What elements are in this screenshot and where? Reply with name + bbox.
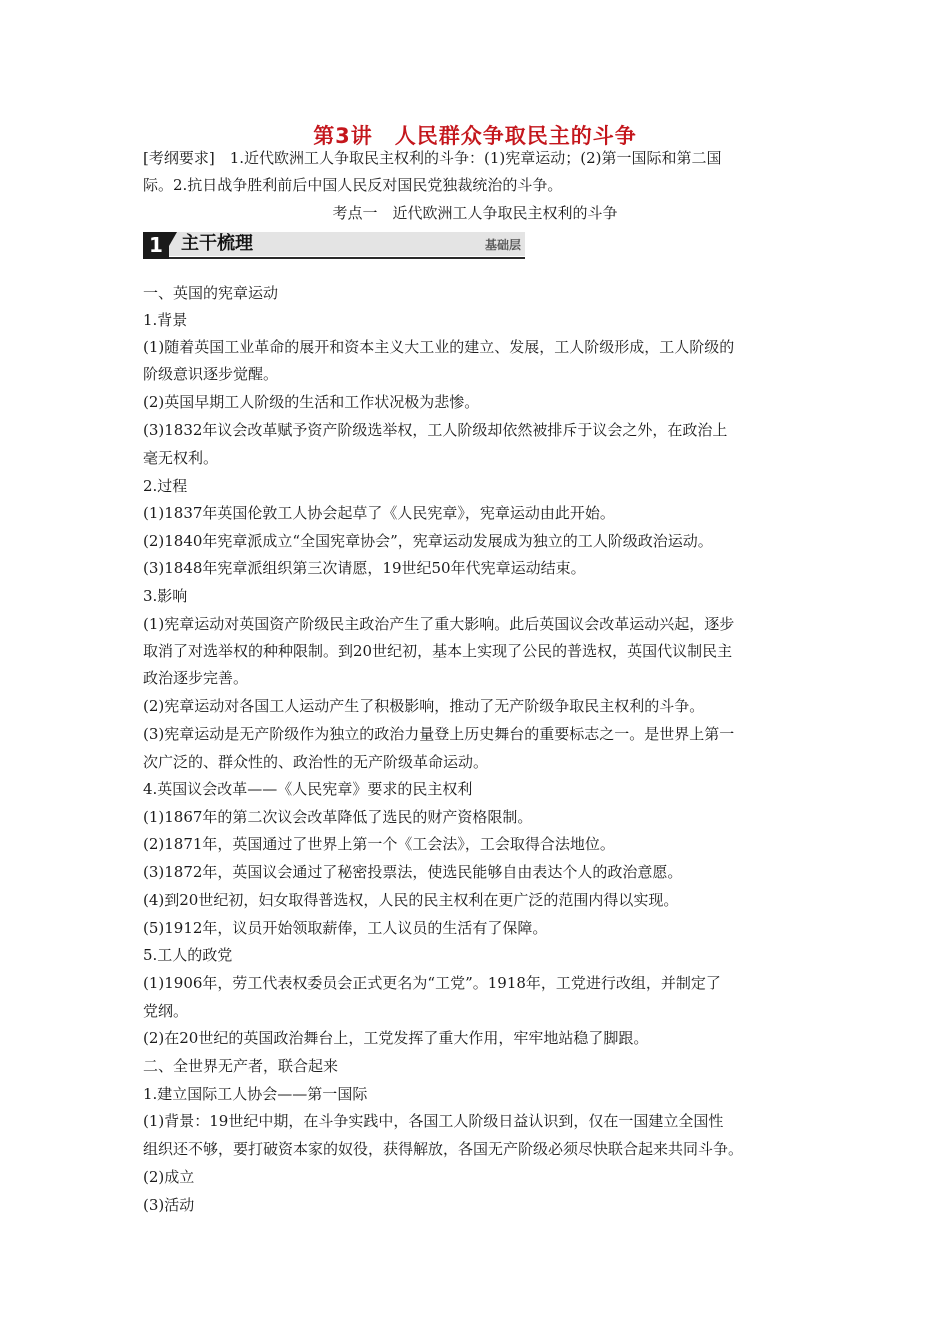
text-line: (2)1871年，英国通过了世界上第一个《工会法》，工会取得合法地位。 xyxy=(143,835,615,853)
section-banner xyxy=(143,232,525,260)
text-line: (3)1832年议会改革赋予资产阶级选举权，工人阶级却依然被排斥于议会之外，在政治上 xyxy=(143,421,728,439)
text-line: 5.工人的政党 xyxy=(143,946,233,964)
requirement-line-2: 际。2.抗日战争胜利前后中国人民反对国民党独裁统治的斗争。 xyxy=(143,176,563,194)
text-line: (2)英国早期工人阶级的生活和工作状况极为悲惨。 xyxy=(143,393,480,411)
text-line: 一、英国的宪章运动 xyxy=(143,284,279,302)
text-line: (1)1906年，劳工代表权委员会正式更名为“工党”。1918年，工党进行改组，并制定了 xyxy=(143,974,721,992)
text-line: 二、全世界无产者，联合起来 xyxy=(143,1057,339,1075)
banner-underline xyxy=(143,257,525,259)
text-line: (1)背景：19世纪中期，在斗争实践中，各国工人阶级日益认识到，仅在一国建立全国性 xyxy=(143,1112,724,1130)
text-line: (1)1867年的第二次议会改革降低了选民的财产资格限制。 xyxy=(143,808,533,826)
section-number-badge: 1 xyxy=(143,232,169,259)
text-line: 组织还不够，要打破资本家的奴役，获得解放，各国无产阶级必须尽快联合起来共同斗争。 xyxy=(143,1140,744,1158)
text-line: 次广泛的、群众性的、政治性的无产阶级革命运动。 xyxy=(143,753,489,771)
text-line: (3)1848年宪章派组织第三次请愿，19世纪50年代宪章运动结束。 xyxy=(143,559,586,577)
text-line: (2)1840年宪章派成立“全国宪章协会”，宪章运动发展成为独立的工人阶级政治运动。 xyxy=(143,532,713,550)
text-line: 3.影响 xyxy=(143,587,188,605)
text-line: 党纲。 xyxy=(143,1002,189,1020)
text-line: 4.英国议会改革——《人民宪章》要求的民主权利 xyxy=(143,780,473,798)
text-line: 2.过程 xyxy=(143,477,188,495)
text-line: 阶级意识逐步觉醒。 xyxy=(143,365,279,383)
text-line: (2)在20世纪的英国政治舞台上，工党发挥了重大作用，牢牢地站稳了脚跟。 xyxy=(143,1029,649,1047)
page-title: 第3讲 人民群众争取民主的斗争 xyxy=(313,124,637,148)
text-line: 毫无权利。 xyxy=(143,449,219,467)
text-line: (1)1837年英国伦敦工人协会起草了《人民宪章》，宪章运动由此开始。 xyxy=(143,504,615,522)
text-line: (2)成立 xyxy=(143,1168,195,1186)
text-line: (1)宪章运动对英国资产阶级民主政治产生了重大影响。此后英国议会改革运动兴起，逐步 xyxy=(143,615,735,633)
text-line: (4)到20世纪初，妇女取得普选权，人民的民主权利在更广泛的范围内得以实现。 xyxy=(143,891,679,909)
text-line: 1.背景 xyxy=(143,311,188,329)
text-line: 1.建立国际工人协会——第一国际 xyxy=(143,1085,368,1103)
requirement-line-1: [考纲要求] 1.近代欧洲工人争取民主权利的斗争：(1)宪章运动；(2)第一国际和第二国 xyxy=(143,149,722,167)
text-line: (5)1912年，议员开始领取薪俸，工人议员的生活有了保障。 xyxy=(143,919,548,937)
badge-fold-icon xyxy=(169,232,177,246)
topic-heading: 考点一 近代欧洲工人争取民主权利的斗争 xyxy=(332,204,618,222)
text-line: (3)活动 xyxy=(143,1196,195,1214)
text-line: (3)宪章运动是无产阶级作为独立的政治力量登上历史舞台的重要标志之一。是世界上第一 xyxy=(143,725,735,743)
text-line: (3)1872年，英国议会通过了秘密投票法，使选民能够自由表达个人的政治意愿。 xyxy=(143,863,683,881)
section-title: 主干梳理 xyxy=(181,233,253,254)
text-line: 政治逐步完善。 xyxy=(143,669,249,687)
text-line: 取消了对选举权的种种限制。到20世纪初，基本上实现了公民的普选权，英国代议制民主 xyxy=(143,642,733,660)
text-line: (1)随着英国工业革命的展开和资本主义大工业的建立、发展，工人阶级形成，工人阶级的 xyxy=(143,338,735,356)
section-level-label: 基础层 xyxy=(484,238,521,252)
text-line: (2)宪章运动对各国工人运动产生了积极影响，推动了无产阶级争取民主权利的斗争。 xyxy=(143,697,705,715)
